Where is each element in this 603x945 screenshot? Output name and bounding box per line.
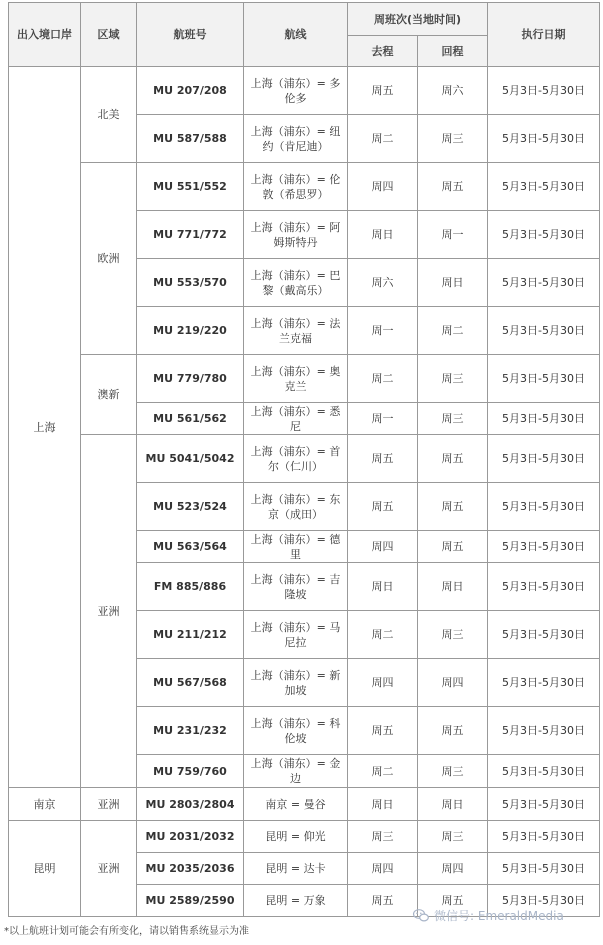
period-cell: 5月3日-5月30日 [488,659,600,707]
flight-number: MU 2035/2036 [137,853,244,885]
flight-number: FM 885/886 [137,563,244,611]
flight-number: MU 759/760 [137,755,244,788]
flight-number: MU 2803/2804 [137,788,244,821]
route-cell: 上海（浦东）= 马尼拉 [244,611,348,659]
outbound-day: 周一 [348,403,418,435]
port-cell: 上海 [9,67,81,788]
header-port: 出入境口岸 [9,3,81,67]
outbound-day: 周四 [348,659,418,707]
inbound-day: 周五 [418,885,488,917]
route-cell: 昆明 = 万象 [244,885,348,917]
flight-number: MU 551/552 [137,163,244,211]
outbound-day: 周五 [348,483,418,531]
region-cell: 亚洲 [81,821,137,917]
route-cell: 上海（浦东）= 科伦坡 [244,707,348,755]
route-cell: 上海（浦东）= 巴黎（戴高乐） [244,259,348,307]
route-cell: 上海（浦东）= 新加坡 [244,659,348,707]
outbound-day: 周二 [348,115,418,163]
flight-number: MU 231/232 [137,707,244,755]
outbound-day: 周四 [348,531,418,563]
route-cell: 上海（浦东）= 首尔（仁川） [244,435,348,483]
period-cell: 5月3日-5月30日 [488,115,600,163]
inbound-day: 周五 [418,531,488,563]
route-cell: 上海（浦东）= 德里 [244,531,348,563]
outbound-day: 周四 [348,163,418,211]
inbound-day: 周三 [418,755,488,788]
outbound-day: 周日 [348,211,418,259]
table-row [9,355,600,403]
watermark-text: 微信号: EmeraldMedia [434,909,564,923]
inbound-day: 周四 [418,853,488,885]
period-cell: 5月3日-5月30日 [488,611,600,659]
region-cell: 澳新 [81,355,137,435]
inbound-day: 周日 [418,788,488,821]
outbound-day: 周六 [348,259,418,307]
inbound-day: 周五 [418,707,488,755]
period-cell: 5月3日-5月30日 [488,435,600,483]
outbound-day: 周日 [348,788,418,821]
inbound-day: 周三 [418,115,488,163]
period-cell: 5月3日-5月30日 [488,403,600,435]
flight-number: MU 5041/5042 [137,435,244,483]
route-cell: 上海（浦东）= 纽约（肯尼迪） [244,115,348,163]
outbound-day: 周二 [348,355,418,403]
outbound-day: 周五 [348,885,418,917]
inbound-day: 周五 [418,163,488,211]
inbound-day: 周五 [418,435,488,483]
flight-number: MU 523/524 [137,483,244,531]
table-row [9,821,600,853]
period-cell: 5月3日-5月30日 [488,531,600,563]
period-cell: 5月3日-5月30日 [488,755,600,788]
outbound-day: 周一 [348,307,418,355]
header-outbound: 去程 [348,36,418,67]
flight-number: MU 771/772 [137,211,244,259]
header-flight: 航班号 [137,3,244,67]
route-cell: 上海（浦东）= 悉尼 [244,403,348,435]
period-cell: 5月3日-5月30日 [488,307,600,355]
period-cell: 5月3日-5月30日 [488,483,600,531]
inbound-day: 周三 [418,355,488,403]
period-cell: 5月3日-5月30日 [488,853,600,885]
period-cell: 5月3日-5月30日 [488,821,600,853]
route-cell: 上海（浦东）= 伦敦（希思罗） [244,163,348,211]
wechat-icon [413,909,429,922]
region-cell: 亚洲 [81,435,137,788]
header-weekly: 周班次(当地时间) [348,3,488,36]
route-cell: 上海（浦东）= 吉隆坡 [244,563,348,611]
period-cell: 5月3日-5月30日 [488,67,600,115]
inbound-day: 周二 [418,307,488,355]
inbound-day: 周三 [418,611,488,659]
route-cell: 上海（浦东）= 奥克兰 [244,355,348,403]
period-cell: 5月3日-5月30日 [488,788,600,821]
footnote: *以上航班计划可能会有所变化，请以销售系统显示为准 [4,926,249,937]
outbound-day: 周四 [348,853,418,885]
route-cell: 昆明 = 达卡 [244,853,348,885]
flight-number: MU 2589/2590 [137,885,244,917]
inbound-day: 周六 [418,67,488,115]
period-cell: 5月3日-5月30日 [488,707,600,755]
flight-number: MU 211/212 [137,611,244,659]
flight-number: MU 587/588 [137,115,244,163]
route-cell: 上海（浦东）= 法兰克福 [244,307,348,355]
route-cell: 上海（浦东）= 阿姆斯特丹 [244,211,348,259]
route-cell: 上海（浦东）= 金边 [244,755,348,788]
flight-schedule-table [8,2,600,917]
outbound-day: 周二 [348,611,418,659]
header-route: 航线 [244,3,348,67]
period-cell: 5月3日-5月30日 [488,885,600,917]
outbound-day: 周二 [348,755,418,788]
inbound-day: 周日 [418,563,488,611]
flight-number: MU 779/780 [137,355,244,403]
flight-number: MU 207/208 [137,67,244,115]
table-row [9,67,600,115]
period-cell: 5月3日-5月30日 [488,211,600,259]
table-row [9,788,600,821]
flight-number: MU 219/220 [137,307,244,355]
header-inbound: 回程 [418,36,488,67]
header-region: 区域 [81,3,137,67]
inbound-day: 周三 [418,821,488,853]
region-cell: 欧洲 [81,163,137,355]
inbound-day: 周五 [418,483,488,531]
inbound-day: 周日 [418,259,488,307]
region-cell: 北美 [81,67,137,163]
region-cell: 亚洲 [81,788,137,821]
outbound-day: 周五 [348,67,418,115]
port-cell: 南京 [9,788,81,821]
route-cell: 昆明 = 仰光 [244,821,348,853]
outbound-day: 周五 [348,707,418,755]
outbound-day: 周五 [348,435,418,483]
outbound-day: 周三 [348,821,418,853]
table-row [9,163,600,211]
outbound-day: 周日 [348,563,418,611]
flight-number: MU 553/570 [137,259,244,307]
period-cell: 5月3日-5月30日 [488,563,600,611]
route-cell: 南京 = 曼谷 [244,788,348,821]
inbound-day: 周一 [418,211,488,259]
inbound-day: 周三 [418,403,488,435]
header-period: 执行日期 [488,3,600,67]
period-cell: 5月3日-5月30日 [488,355,600,403]
port-cell: 昆明 [9,821,81,917]
flight-number: MU 561/562 [137,403,244,435]
route-cell: 上海（浦东）= 东京（成田） [244,483,348,531]
flight-number: MU 2031/2032 [137,821,244,853]
flight-number: MU 563/564 [137,531,244,563]
flight-number: MU 567/568 [137,659,244,707]
period-cell: 5月3日-5月30日 [488,259,600,307]
watermark [413,907,564,924]
inbound-day: 周四 [418,659,488,707]
period-cell: 5月3日-5月30日 [488,163,600,211]
route-cell: 上海（浦东）= 多伦多 [244,67,348,115]
table-row [9,435,600,483]
